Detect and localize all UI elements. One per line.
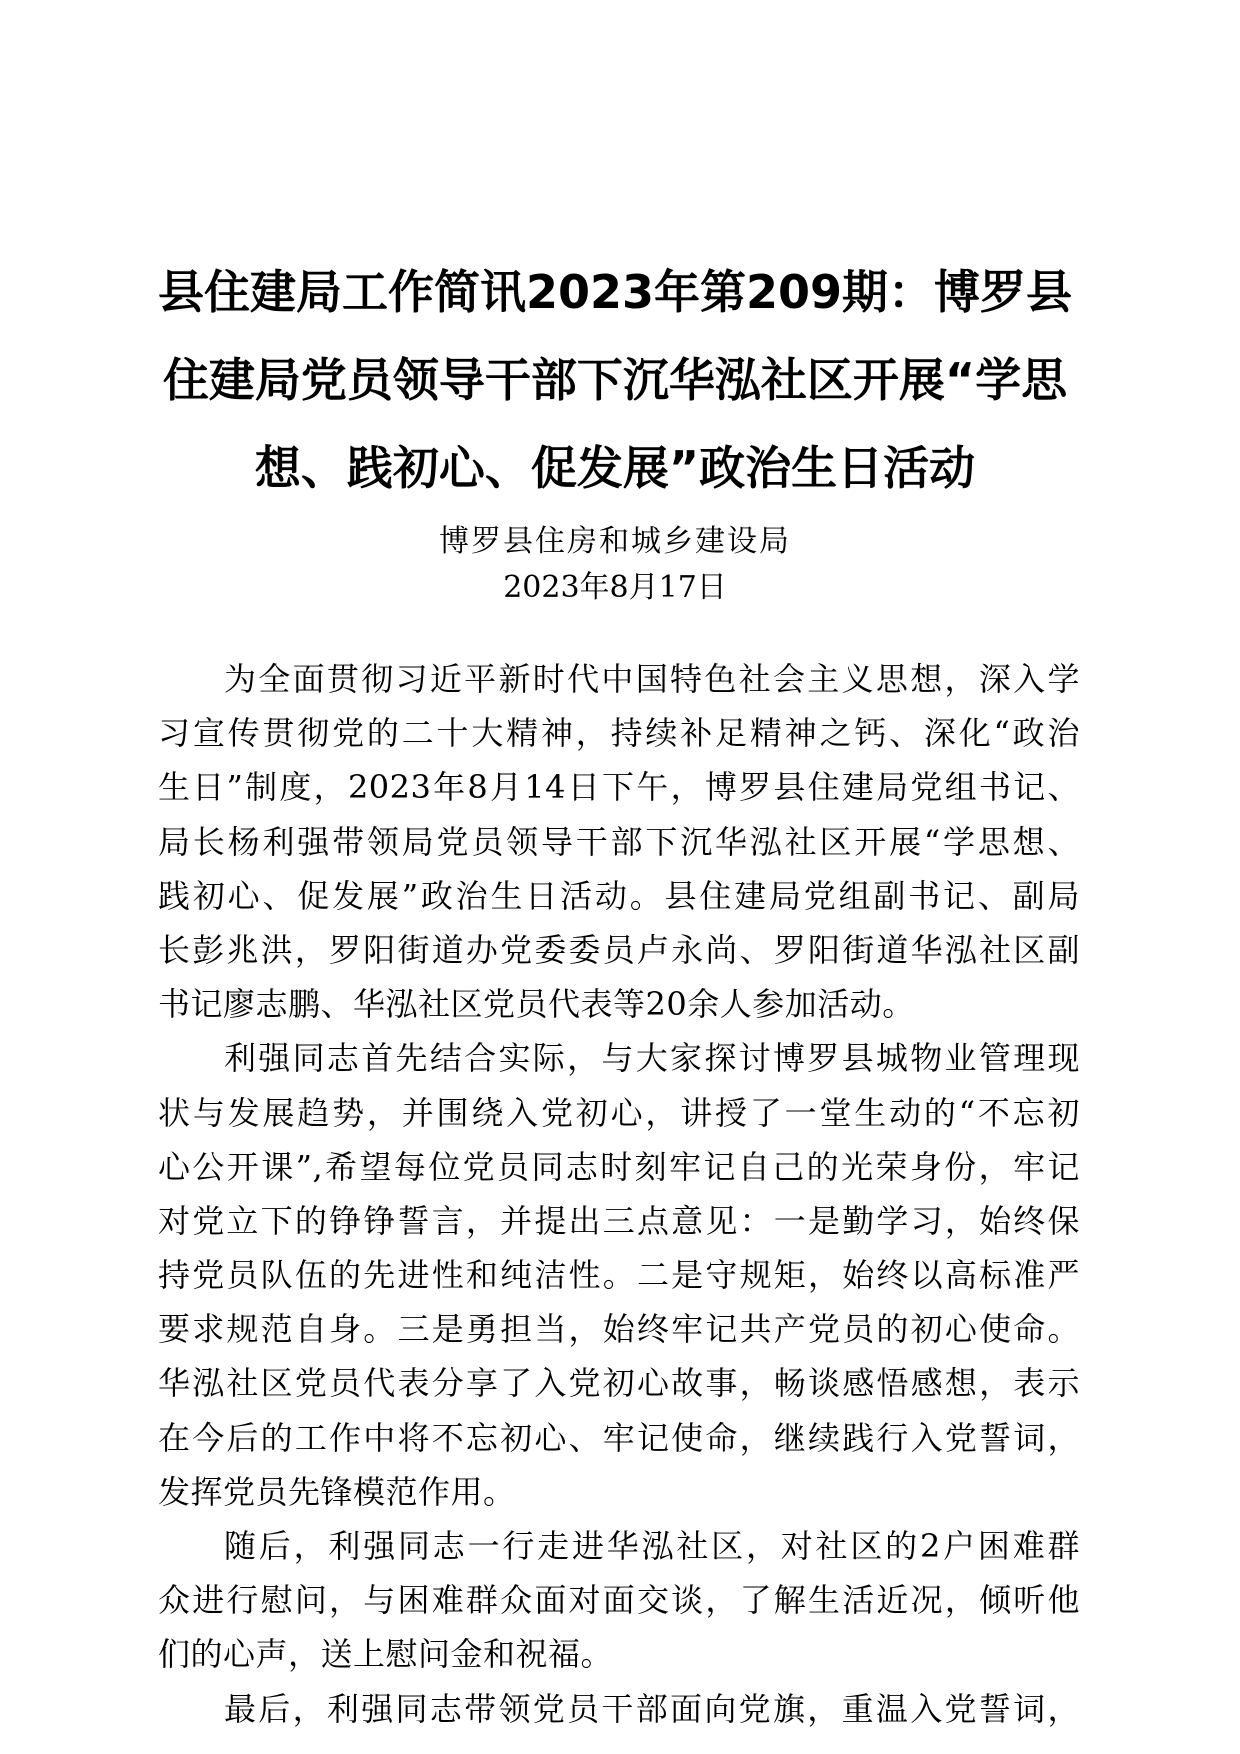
paragraph-line: 众进行慰问，与困难群众面对面交谈，了解生活近况，倾听他 — [158, 1581, 1080, 1620]
paragraph-line: 们的心声，送上慰问金和祝福。 — [158, 1635, 614, 1674]
paragraph-line: 践初心、促发展”政治生日活动。县住建局党组副书记、副局 — [158, 876, 1080, 915]
paragraph-line: 最后，利强同志带领党员干部面向党旗，重温入党誓词， — [224, 1689, 1080, 1728]
paragraph-line: 华泓社区党员代表分享了入党初心故事，畅谈感悟感想，表示 — [158, 1364, 1080, 1403]
paragraph-line: 持党员队伍的先进性和纯洁性。二是守规矩，始终以高标准严 — [158, 1256, 1080, 1295]
title-line: 县住建局工作简讯2023年第209期：博罗县 — [157, 265, 1073, 319]
title-line: 住建局党员领导干部下沉华泓社区开展“学思 — [162, 353, 1068, 407]
issue-date: 2023年8月17日 — [503, 570, 727, 605]
paragraph-line: 局长杨利强带领局党员领导干部下沉华泓社区开展“学思想、 — [158, 822, 1080, 861]
paragraph-line: 长彭兆洪，罗阳街道办党委委员卢永尚、罗阳街道华泓社区副 — [158, 930, 1080, 969]
paragraph-line: 要求规范自身。三是勇担当，始终牢记共产党员的初心使命。 — [158, 1310, 1080, 1349]
paragraph-line: 习宣传贯彻党的二十大精神，持续补足精神之钙、深化“政治 — [158, 714, 1080, 753]
paragraph-line: 利强同志首先结合实际，与大家探讨博罗县城物业管理现 — [224, 1039, 1080, 1078]
paragraph-line: 随后，利强同志一行走进华泓社区，对社区的2户困难群 — [224, 1527, 1080, 1565]
paragraph-line: 生日”制度，2023年8月14日下午，博罗县住建局党组书记、 — [158, 768, 1080, 807]
paragraph-line: 书记廖志鹏、华泓社区党员代表等20余人参加活动。 — [158, 985, 915, 1024]
paragraph-line: 在今后的工作中将不忘初心、牢记使命，继续践行入党誓词， — [158, 1418, 1080, 1457]
paragraph-line: 状与发展趋势，并围绕入党初心，讲授了一堂生动的“不忘初 — [158, 1093, 1080, 1132]
paragraph-line: 心公开课”,希望每位党员同志时刻牢记自己的光荣身份，牢记 — [158, 1147, 1080, 1186]
document-title — [150, 248, 1080, 512]
issuing-organization: 博罗县住房和城乡建设局 — [439, 524, 791, 559]
title-line: 想、践初心、促发展”政治生日活动 — [254, 441, 976, 495]
document-body — [158, 652, 1080, 1736]
paragraph-line: 对党立下的铮铮誓言，并提出三点意见：一是勤学习，始终保 — [158, 1201, 1080, 1240]
paragraph-line: 发挥党员先锋模范作用。 — [158, 1472, 516, 1511]
paragraph-line: 为全面贯彻习近平新时代中国特色社会主义思想，深入学 — [224, 660, 1080, 698]
